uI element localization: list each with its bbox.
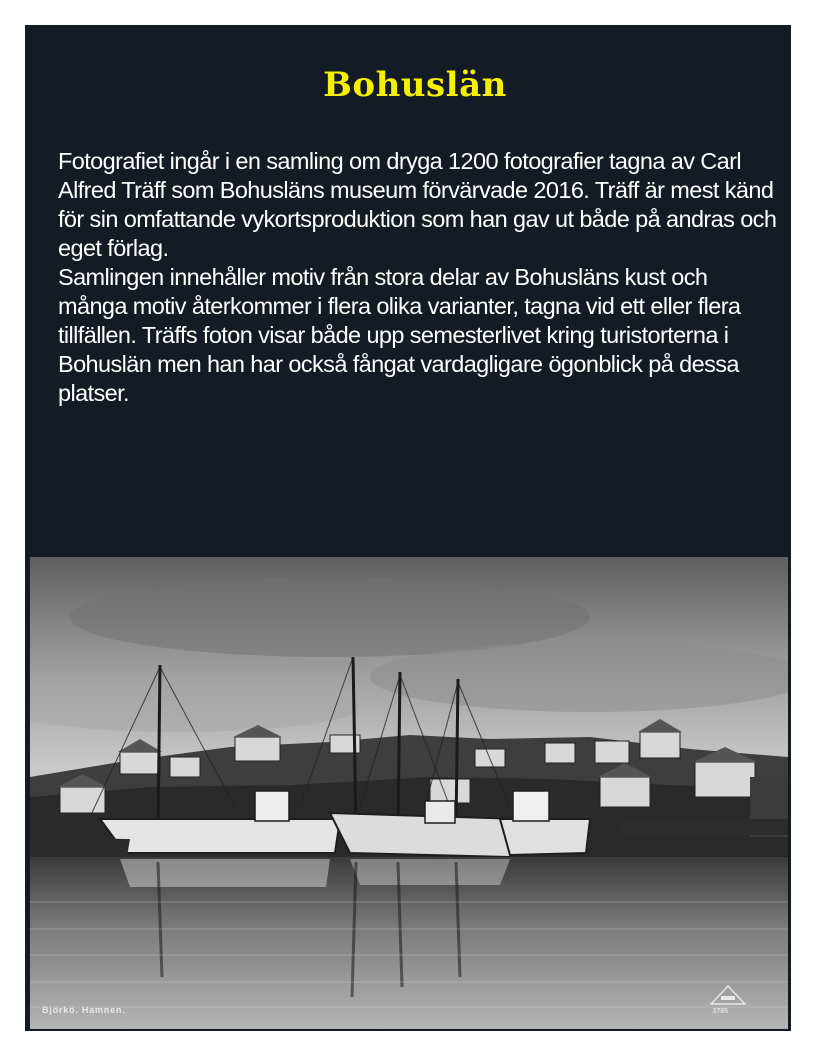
publisher-triangle-logo-icon [710,985,746,1005]
content-panel [25,25,791,1031]
harbor-photograph [30,557,788,1029]
paragraph-1: Fotografiet ingår i en samling om dryga 1200 fotografier tagna av Carl Alfred Träff som Bohusläns museum förvärvade 2016. Träff är mest känd för sin omfattande vykortsproduktion som han gav ut både på andras och eget förlag. [58,148,777,261]
page-title: Bohuslän [323,65,507,105]
description-text [58,147,778,408]
plate-number: 3785 [712,1008,728,1015]
harbor-photo-illustration [30,557,788,1029]
paragraph-2: Samlingen innehåller motiv från stora delar av Bohusläns kust och många motiv återkommer i flera olika varianter, tagna vid ett eller flera tillfällen. Träffs foton visar både upp semesterlivet kring turistorterna i Bohuslän men han har också fångat vardagligare ögonblick på dessa platser. [58,264,741,406]
photo-caption: Björkö. Hamnen. [42,1005,126,1015]
